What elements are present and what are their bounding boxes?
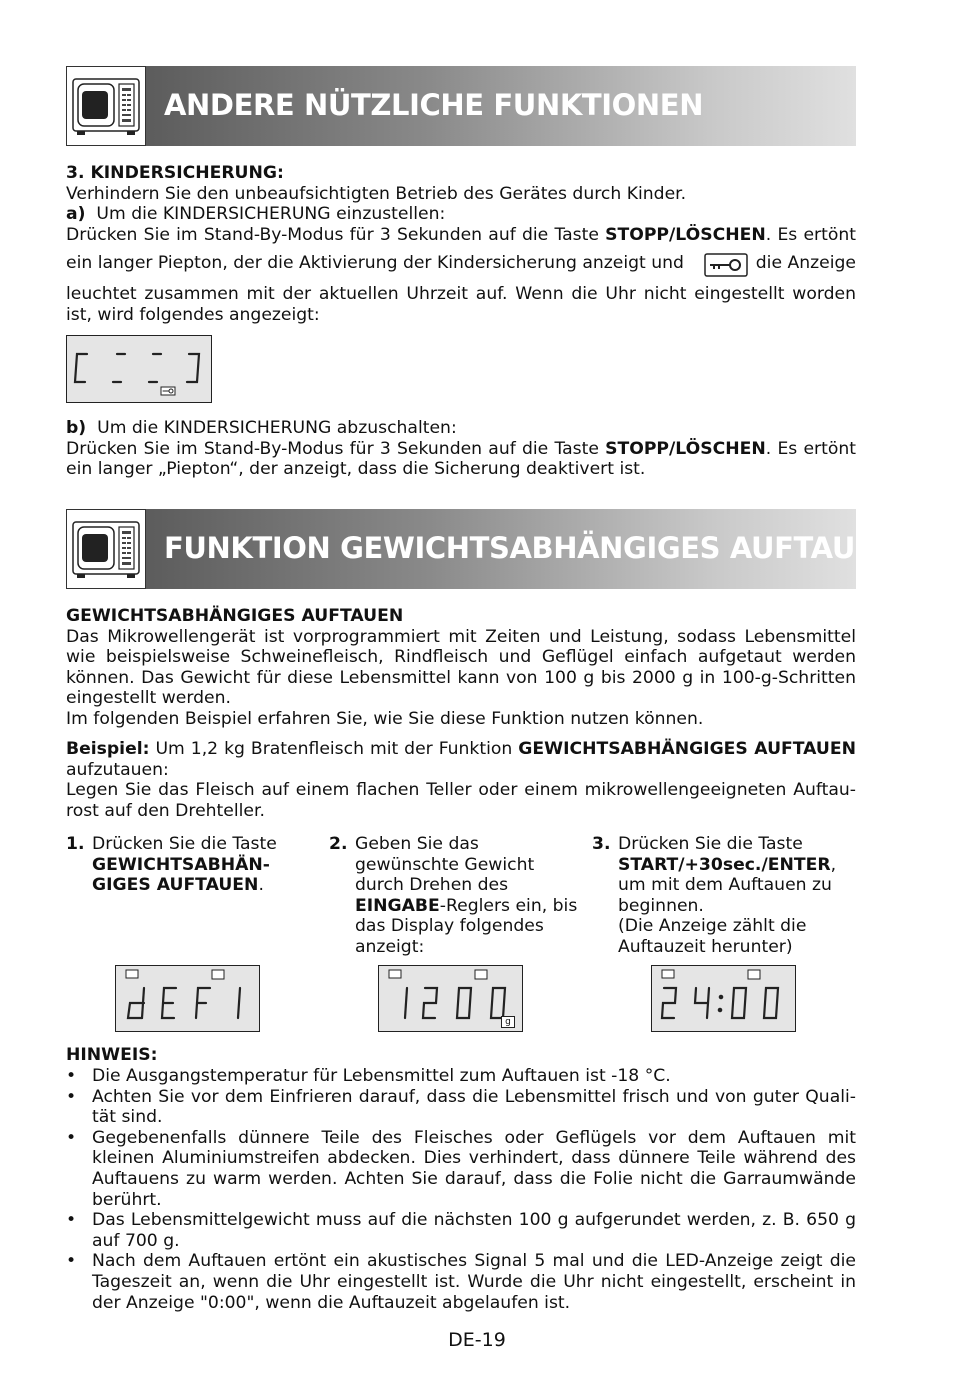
b-p1-pre: Drücken Sie im Stand-By-Modus für 3 Sekunden auf die Taste xyxy=(66,438,606,459)
step2-line4-post: -Reglers ein, bis xyxy=(439,895,578,916)
child-lock-block xyxy=(66,163,856,245)
b-text: Um die KINDERSICHERUNG abzuschalten: xyxy=(97,418,457,438)
step3-key-line xyxy=(618,855,848,876)
intro-line5: Im folgenden Beispiel erfahren Sie, wie Sie diese Funktion nutzen können. xyxy=(66,708,704,729)
step1-key-line1: GEWICHTSABHÄN- xyxy=(92,854,270,875)
b-paragraph-line1 xyxy=(66,439,856,460)
step-text xyxy=(92,834,322,896)
child-lock-display xyxy=(66,335,212,403)
key-lock-icon xyxy=(704,253,748,283)
step2-line5: das Display folgendes xyxy=(355,916,544,937)
example-label: Beispiel: xyxy=(66,739,150,759)
note-text: Gegebenenfalls dünnere Teile des Fleisches oder Geflügels vor dem Auftauen mit kleinen Aluminiumstreifen abdecken. Dies verhindert, dass dünnere Teile während des Auftauens zu warm werden. Achten Sie darauf, dass die Folie nicht die Garraumwände berührt. xyxy=(92,1127,856,1210)
child-lock-b xyxy=(66,418,856,439)
note-text: Achten Sie vor dem Einfrieren darauf, dass die Lebensmittel frisch und von guter Quali-tät sind. xyxy=(92,1086,856,1128)
stop-key-name-b: STOPP/LÖSCHEN xyxy=(605,438,766,459)
display-2400 xyxy=(651,965,796,1032)
weight-defrost-heading: GEWICHTSABHÄNGIGES AUFTAUEN xyxy=(66,606,404,626)
bullet: • xyxy=(66,1066,77,1086)
intro-line2: wie beispielsweise Schweinefleisch, Rindfleisch und Geflügel einfach aufgetaut werden xyxy=(66,647,856,668)
step3-line3: beginnen. xyxy=(618,895,704,916)
a-p4: ist, wird folgendes angezeigt: xyxy=(66,304,320,325)
a-p2-pre: ein langer Piepton, der die Aktivierung der Kindersicherung anzeigt und xyxy=(66,253,684,273)
notes-heading: HINWEIS: xyxy=(66,1045,158,1065)
example-line3: Legen Sie das Fleisch auf einem flachen Teller oder einem mikrowellengeeigneten Auftau- xyxy=(66,780,856,801)
step1-key-line2-bold: GIGES AUFTAUEN xyxy=(92,875,259,896)
child-lock-b-block xyxy=(66,418,856,480)
a-text: Um die KINDERSICHERUNG einzustellen: xyxy=(96,204,446,225)
example-line2: aufzutauen: xyxy=(66,759,169,780)
note-item xyxy=(66,1087,856,1128)
label-b: b) xyxy=(66,418,87,438)
microwave-icon xyxy=(66,509,146,589)
a-paragraph-cont xyxy=(66,284,856,325)
food-symbol-icon xyxy=(212,970,224,979)
step1-line1: Drücken Sie die Taste xyxy=(92,834,277,854)
page-number: DE-19 xyxy=(448,1329,506,1351)
child-lock-a xyxy=(66,204,856,225)
microwave-icon xyxy=(66,66,146,146)
step2-line2: gewünschte Gewicht xyxy=(355,854,535,875)
example-function-name: GEWICHTSABHÄNGIGES AUFTAUEN xyxy=(518,739,857,759)
a-p3: leuchtet zusammen mit der aktuellen Uhrzeit auf. Wenn die Uhr nicht eingestellt worden xyxy=(66,284,856,304)
defrost-symbol-icon xyxy=(126,970,138,978)
label-a: a) xyxy=(66,204,86,225)
section-title: FUNKTION GEWICHTSABHÄNGIGES AUFTAUEN xyxy=(164,531,899,565)
step3-line2: um mit dem Auftauen zu xyxy=(618,875,832,896)
display-def1 xyxy=(115,965,260,1032)
intro-line1: Das Mikrowellengerät ist vorprogrammiert mit Zeiten und Leistung, sodass Lebensmittel xyxy=(66,626,856,647)
intro-line4: eingestellt werden. xyxy=(66,688,231,709)
b-p1-post: . Es ertönt xyxy=(765,438,857,459)
step1-period: . xyxy=(258,875,264,896)
b-p2: ein langer „Piepton“, der anzeigt, dass die Sicherung deaktivert ist. xyxy=(66,459,646,480)
note-text: Nach dem Auftauen ertönt ein akustisches Signal 5 mal und die LED-Anzeige zeigt die Tageszeit an, wenn die Uhr eingestellt ist. Wurde die Uhr nicht eingestellt, erscheint in der Anzeige "0:00", wenn die Auftauzeit abgelaufen ist. xyxy=(92,1251,856,1313)
child-lock-heading: 3. KINDERSICHERUNG: xyxy=(66,163,284,183)
example-block xyxy=(66,739,856,821)
example-line1 xyxy=(66,739,856,760)
step3-line5: Auftauzeit herunter) xyxy=(618,936,793,957)
bullet: • xyxy=(66,1127,77,1148)
step2-line3: durch Drehen des xyxy=(355,875,509,896)
step3-line4: (Die Anzeige zählt die xyxy=(618,916,807,937)
a-p1-post: . Es ertönt xyxy=(765,224,857,245)
note-item xyxy=(66,1251,856,1313)
notes-list xyxy=(66,1066,856,1313)
note-item xyxy=(66,1128,856,1210)
intro-line3: können. Das Gewicht für diese Lebensmittel kann von 100 g bis 2000 g in 100-g-Schritten xyxy=(66,667,856,688)
display-1200 xyxy=(378,965,523,1032)
bullet: • xyxy=(66,1251,77,1272)
example-mid: Um 1,2 kg Bratenfleisch mit der Funktion xyxy=(149,739,519,759)
bullet: • xyxy=(66,1210,77,1231)
child-lock-intro: Verhindern Sie den unbeaufsichtigten Betrieb des Gerätes durch Kinder. xyxy=(66,183,687,204)
step2-line6: anzeigt: xyxy=(355,936,425,957)
stop-key-name: STOPP/LÖSCHEN xyxy=(605,224,766,245)
note-text: Das Lebensmittelgewicht muss auf die nächsten 100 g aufgerundet werden, z. B. 650 g auf 700 g. xyxy=(92,1210,856,1251)
step3-line1: Drücken Sie die Taste xyxy=(618,834,803,854)
step-number: 1. xyxy=(66,834,85,854)
step2-line1: Geben Sie das xyxy=(355,834,479,854)
step-number: 3. xyxy=(592,834,611,854)
a-p2-post: die Anzeige xyxy=(755,253,856,273)
step-text xyxy=(355,834,585,958)
section-title: ANDERE NÜTZLICHE FUNKTIONEN xyxy=(164,88,704,122)
step2-key: EINGABE xyxy=(355,895,440,916)
step2-line4 xyxy=(355,896,585,917)
step3-key: START/+30sec./ENTER xyxy=(618,854,831,875)
a-paragraph-line2 xyxy=(66,253,856,275)
weight-defrost-intro xyxy=(66,606,856,730)
note-item xyxy=(66,1210,856,1251)
a-p1-pre: Drücken Sie im Stand-By-Modus für 3 Sekunden auf die Taste xyxy=(66,224,606,245)
step3-comma: , xyxy=(830,854,837,875)
step1-key-line2 xyxy=(92,875,322,896)
section-banner-other-functions xyxy=(66,66,856,146)
step-text xyxy=(618,834,848,958)
note-text: Die Ausgangstemperatur für Lebensmittel zum Auftauen ist -18 °C. xyxy=(92,1066,671,1086)
note-item xyxy=(66,1066,856,1087)
bullet: • xyxy=(66,1086,77,1107)
example-line4: rost auf den Drehteller. xyxy=(66,800,265,821)
gram-unit-indicator: g xyxy=(501,1016,515,1028)
section-banner-weight-defrost xyxy=(66,509,899,589)
step-number: 2. xyxy=(329,834,348,854)
a-paragraph-line1 xyxy=(66,225,856,246)
